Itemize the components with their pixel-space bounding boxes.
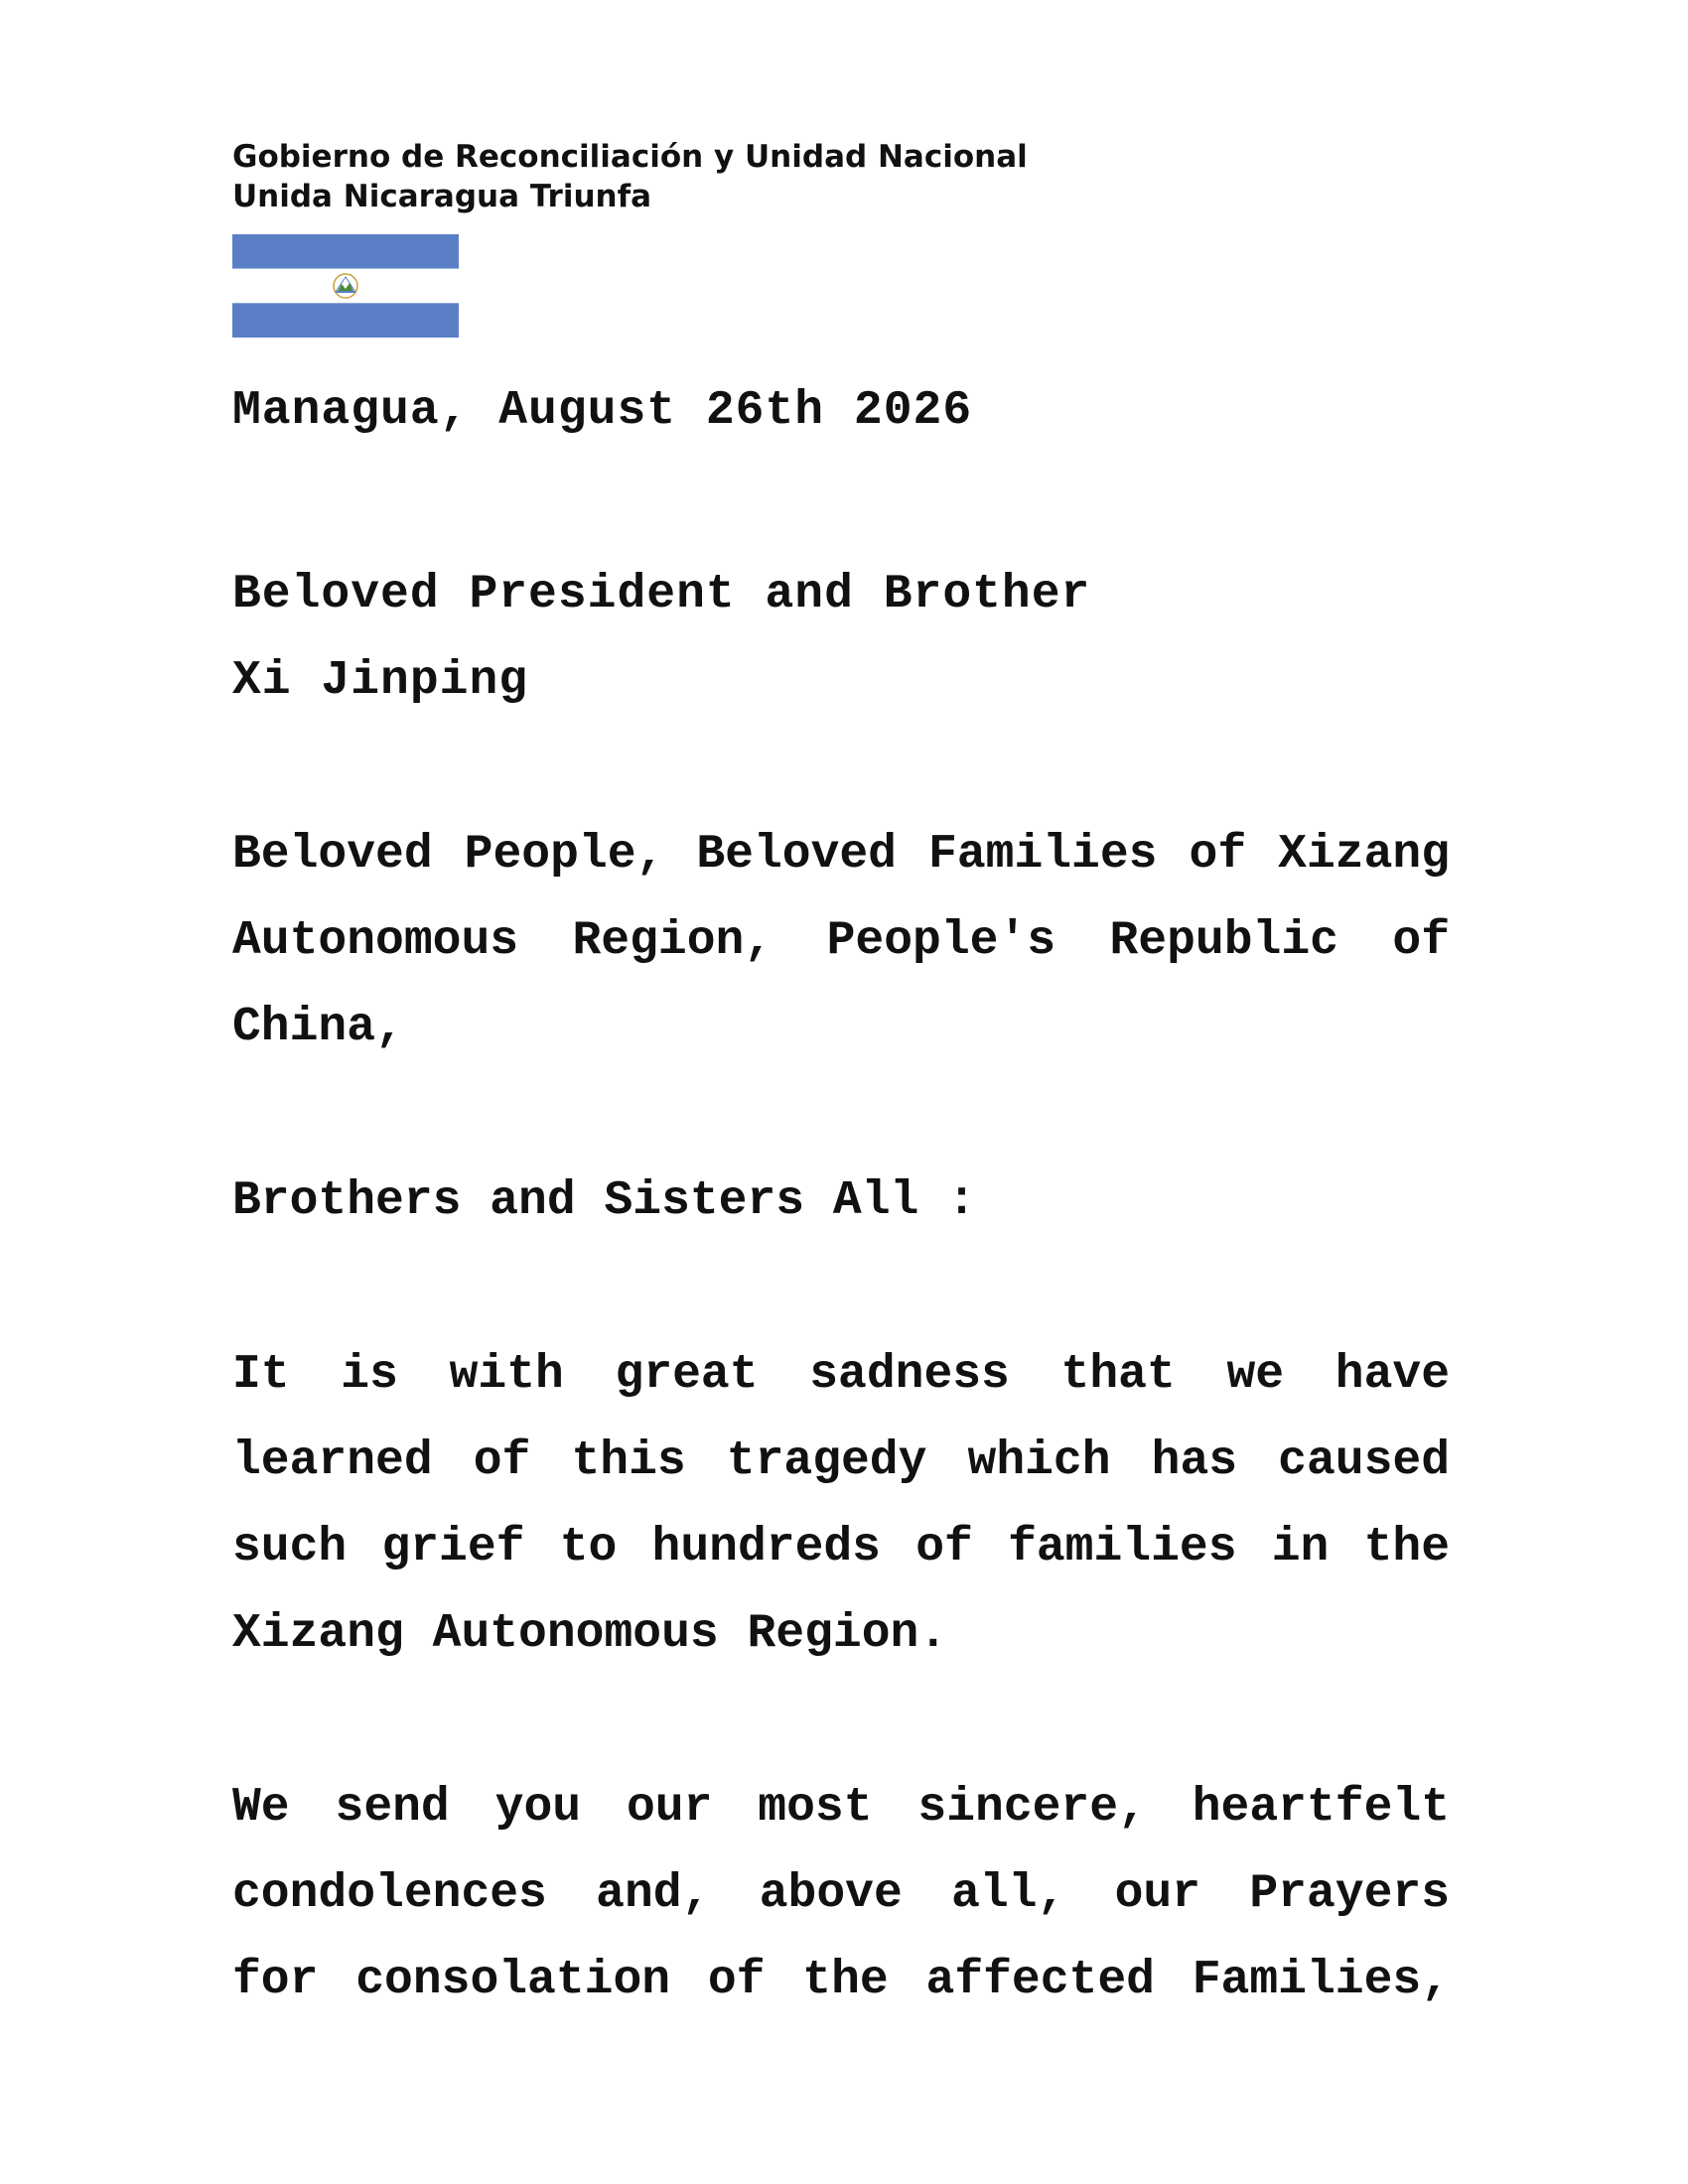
salutation-name: Xi Jinping	[232, 654, 529, 708]
address-line: Brothers and Sisters All :	[232, 1174, 976, 1228]
government-motto: Unida Nicaragua Triunfa	[232, 179, 652, 214]
greeting: Beloved People, Beloved Families of Xizang Autonomous Region, People's Republic of China,	[232, 828, 1450, 1054]
nicaragua-flag-icon	[232, 234, 459, 338]
paragraph-condolence-intro: It is with great sadness that we have learned of this tragedy which has caused such grief to hundreds of families in the Xizang Autonomous Region.	[232, 1348, 1450, 1661]
government-name: Gobierno de Reconciliación y Unidad Nacional	[232, 139, 1028, 175]
letterhead	[232, 137, 1450, 216]
paragraph-condolences: We send you our most sincere, heartfelt condolences and, above all, our Prayers for consolation of the affected Families,	[232, 1781, 1450, 2007]
salutation	[232, 552, 1450, 725]
place-and-date: Managua, August 26th 2026	[232, 384, 973, 438]
salutation-title: Beloved President and Brother	[232, 568, 1091, 621]
letter-page	[232, 137, 1450, 2024]
